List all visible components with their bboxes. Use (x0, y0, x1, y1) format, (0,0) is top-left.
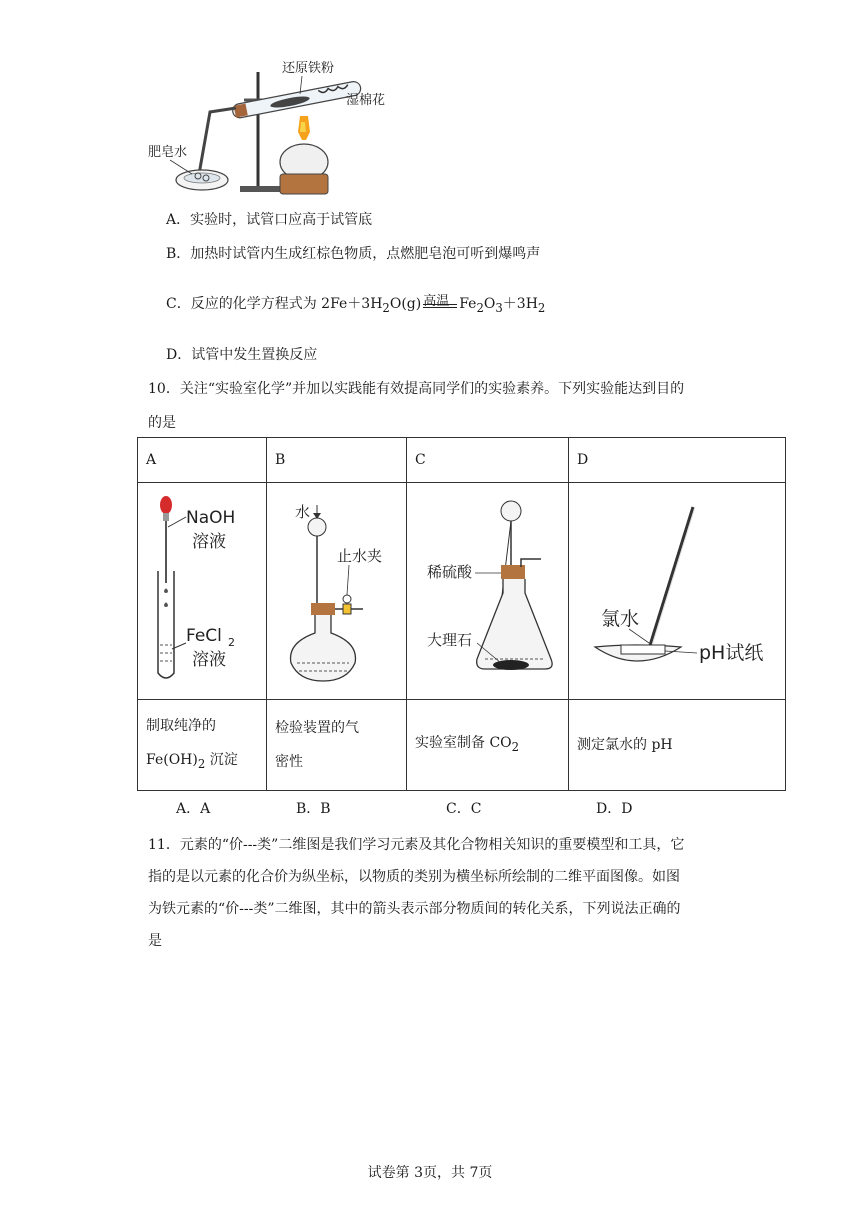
label-soap: 肥皂水 (148, 145, 188, 160)
q9-option-d: D．试管中发生置换反应 (166, 347, 318, 363)
col-header-a: A (138, 438, 267, 483)
label-marble: 大理石 (427, 631, 473, 649)
caption-d: 测定氯水的 pH (569, 700, 786, 791)
reagent-fecl2: FeCl (186, 626, 222, 646)
q9-option-b: B．加热时试管内生成红棕色物质，点燃肥皂泡可听到爆鸣声 (166, 246, 541, 262)
q10-answer-d: D．D (596, 801, 633, 817)
q9-option-c: C．反应的化学方程式为 $2Fe+3H_2O(g)$ 高温 $Fe_2O_3+3H_2$ (166, 293, 545, 315)
q9-option-a: A．实验时，试管口应高于试管底 (166, 212, 373, 228)
q11-line1: 11．元素的“价---类”二维图是我们学习元素及其化合物相关知识的重要模型和工具，它 (148, 837, 685, 853)
q10-answer-c: C．C (446, 801, 482, 817)
reaction-condition: 高温 (423, 294, 450, 309)
caption-b: 检验装置的气 密性 (267, 700, 407, 791)
label-ph-paper: pH试纸 (699, 642, 764, 664)
ph-test-figure (577, 483, 777, 695)
label-cotton: 湿棉花 (346, 93, 386, 108)
q10-experiment-table (137, 437, 786, 791)
fig-c-cell (407, 483, 569, 700)
caption-a: 制取纯净的 $Fe(OH)_2$ 沉淀 (138, 700, 267, 791)
caption-c: 实验室制备 $CO_2$ (407, 700, 569, 791)
col-header-b: B (267, 438, 407, 483)
label-water: 水 (295, 503, 311, 521)
reagent-naoh: NaOH (186, 508, 236, 528)
q11-line4: 是 (148, 933, 162, 949)
col-header-d: D (569, 438, 786, 483)
q10-answer-a: A．A (176, 801, 211, 817)
label-iron: 还原铁粉 (282, 61, 335, 76)
svg-text:2: 2 (228, 636, 235, 649)
fig-b-cell (267, 483, 407, 700)
label-clamp: 止水夹 (337, 547, 383, 565)
airtightness-apparatus-figure (275, 483, 398, 695)
q10-stem-line2: 的是 (148, 415, 176, 431)
q11-line3: 为铁元素的“价---类”二维图，其中的箭头表示部分物质间的转化关系，下列说法正确的 (148, 901, 681, 917)
label-chlorine-water: 氯水 (601, 608, 640, 630)
fig-a-cell (138, 483, 267, 700)
fig-d-cell (569, 483, 786, 700)
q10-answer-b: B．B (296, 801, 331, 817)
iron-steam-apparatus-figure (140, 52, 430, 202)
dropper-test-tube-figure (146, 483, 258, 695)
co2-generation-figure (415, 483, 560, 695)
label-acid: 稀硫酸 (427, 563, 473, 581)
col-header-c: C (407, 438, 569, 483)
q11-line2: 指的是以元素的化合价为纵坐标，以物质的类别为横坐标所绘制的二维平面图像。如图 (148, 869, 680, 885)
page-footer: 试卷第 3页，共 7页 (367, 1165, 493, 1181)
reagent-naoh-solution: 溶液 (192, 532, 226, 552)
reagent-fecl2-solution: 溶液 (192, 650, 226, 670)
q10-stem-line1: 10．关注“实验室化学”并加以实践能有效提高同学们的实验素养。下列实验能达到目的 (148, 381, 685, 397)
